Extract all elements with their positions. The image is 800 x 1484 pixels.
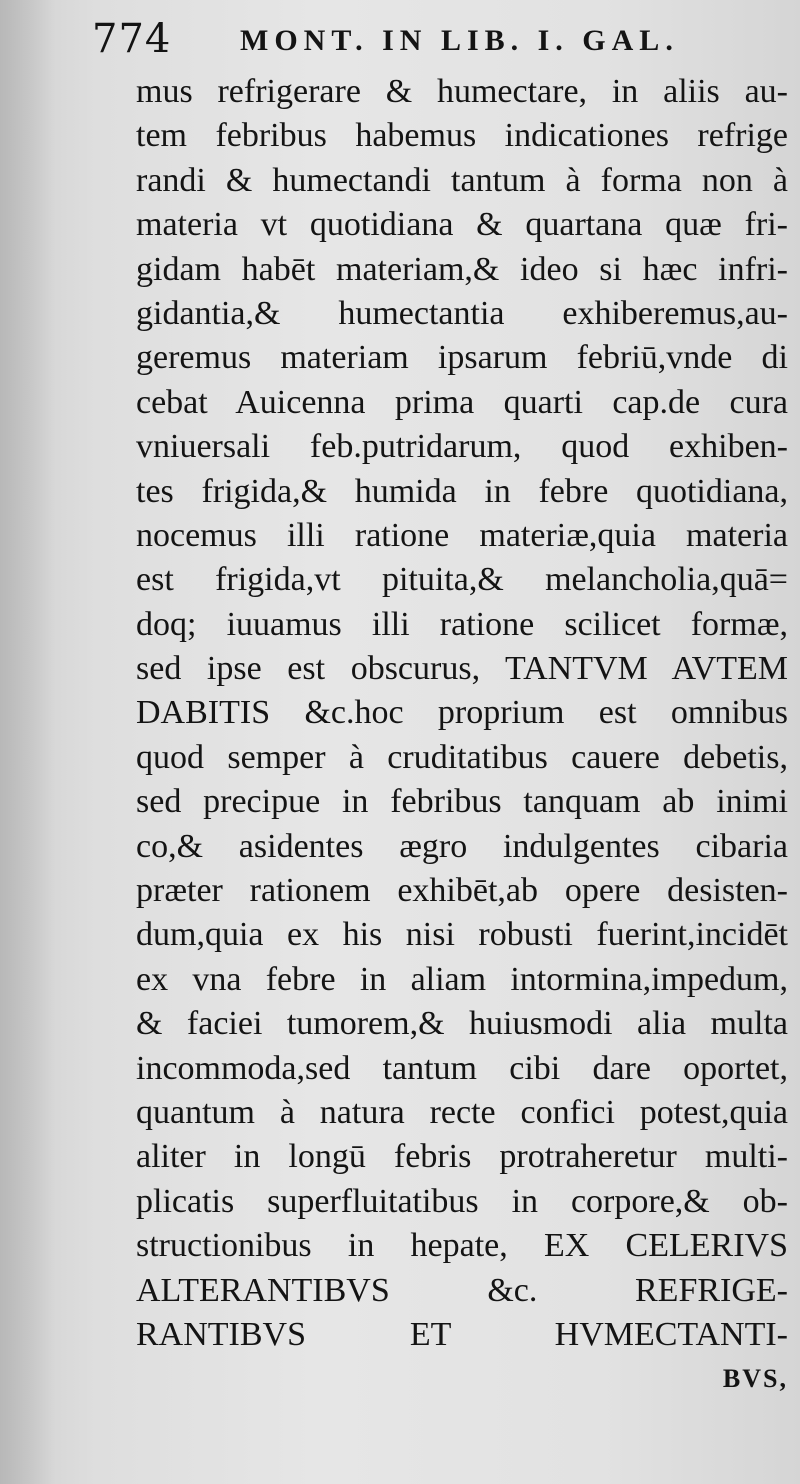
text-line: vniuersali feb.putridarum, quod exhiben- (136, 428, 788, 466)
text-line: RANTIBVS ET HVMECTANTI- (136, 1315, 788, 1353)
text-line: structionibus in hepate, EX CELERIVS (136, 1227, 788, 1265)
text-line: co,& asidentes ægro indulgentes cibaria (136, 827, 788, 865)
text-line: & faciei tumorem,& huiusmodi alia multa (136, 1005, 788, 1043)
text-line: aliter in longū febris protraheretur multi- (136, 1138, 788, 1176)
text-line: præter rationem exhibēt,ab opere desisten- (136, 872, 788, 910)
text-line: ex vna febre in aliam intormina,impedum, (136, 960, 788, 998)
catchword: BVS, (722, 1364, 788, 1394)
running-head (92, 14, 702, 64)
text-line: tem febribus habemus indicationes refrige (136, 117, 788, 155)
text-line: est frigida,vt pituita,& melancholia,quā= (136, 561, 788, 599)
text-line: DABITIS &c.hoc proprium est omnibus (136, 694, 788, 732)
text-line: quantum à natura recte confici potest,quia (136, 1093, 788, 1131)
text-line: cebat Auicenna prima quarti cap.de cura (136, 383, 788, 421)
text-line: quod semper à cruditatibus cauere debetis, (136, 738, 788, 776)
text-line: plicatis superfluitatibus in corpore,& ob- (136, 1182, 788, 1220)
text-line: mus refrigerare & humectare, in aliis au- (136, 73, 788, 110)
text-line: materia vt quotidiana & quartana quæ fri- (136, 206, 788, 244)
text-line: sed precipue in febribus tanquam ab inimi (136, 783, 788, 821)
body-text (136, 70, 788, 1402)
text-line: nocemus illi ratione materiæ,quia materia (136, 516, 788, 554)
text-line: dum,quia ex his nisi robusti fuerint,incidēt (136, 916, 788, 954)
text-line: incommoda,sed tantum cibi dare oportet, (136, 1049, 788, 1087)
text-line: randi & humectandi tantum à forma non à (136, 161, 788, 199)
text-line: ALTERANTIBVS &c. REFRIGE- (136, 1271, 788, 1309)
text-line: gidam habēt materiam,& ideo si hæc infri- (136, 250, 788, 288)
text-line: gidantia,& humectantia exhiberemus,au- (136, 294, 788, 332)
text-line: geremus materiam ipsarum febriū,vnde di (136, 339, 788, 377)
running-title: MONT. IN LIB. I. GAL. (240, 24, 679, 57)
page-number: 774 (92, 16, 172, 62)
text-line: tes frigida,& humida in febre quotidiana, (136, 472, 788, 510)
text-line: doq; iuuamus illi ratione scilicet formæ, (136, 605, 788, 643)
text-line: sed ipse est obscurus, TANTVM AVTEM (136, 650, 788, 688)
